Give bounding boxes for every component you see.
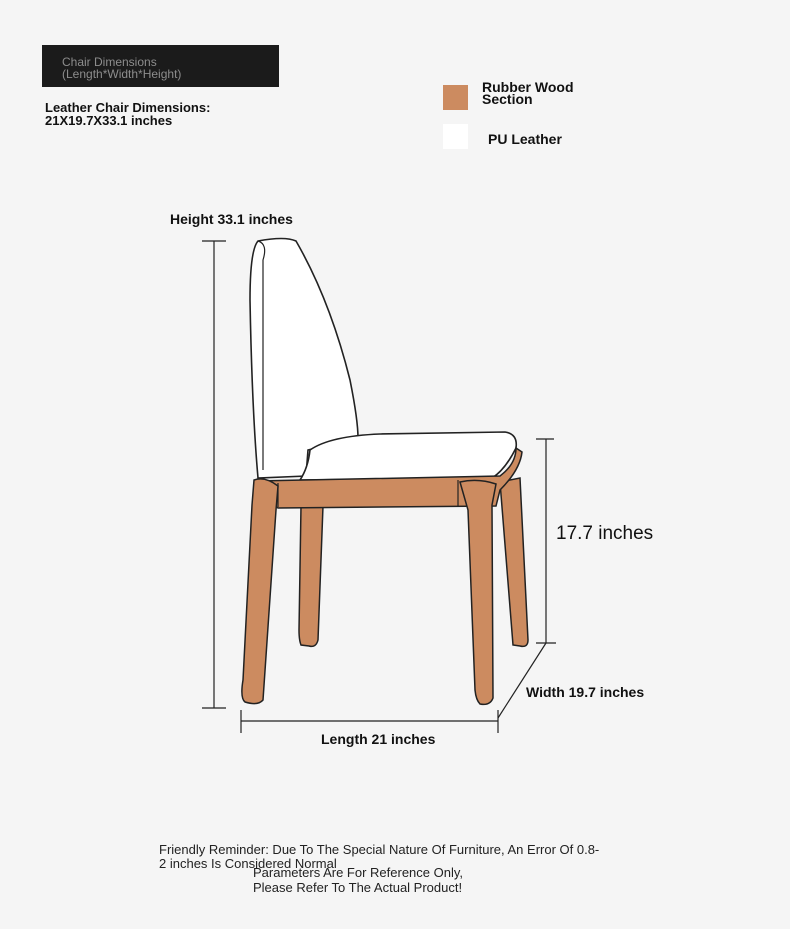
reference-line-2: Please Refer To The Actual Product! bbox=[253, 880, 463, 895]
dimensions-value: 21X19.7X33.1 inches bbox=[45, 113, 173, 128]
rubber-wood-legend-label: Rubber Wood Section bbox=[482, 79, 574, 107]
back-leg-front bbox=[242, 479, 278, 704]
length-dimension-line bbox=[241, 710, 498, 733]
length-label: Length 21 inches bbox=[321, 731, 436, 747]
height-label: Height 33.1 inches bbox=[170, 211, 293, 227]
width-label: Width 19.7 inches bbox=[526, 684, 645, 700]
seat-height-label: 17.7 inches bbox=[556, 523, 654, 544]
pu-leather-legend-label: PU Leather bbox=[488, 131, 562, 147]
title-line-1: Chair Dimensions bbox=[62, 55, 157, 69]
front-leg-front bbox=[460, 480, 496, 704]
seat-height-dimension-line bbox=[536, 439, 556, 643]
width-dimension-line bbox=[498, 643, 546, 718]
height-dimension-line bbox=[202, 241, 226, 708]
front-leg-rear bbox=[500, 478, 528, 646]
dimensions-label: Leather Chair Dimensions: bbox=[45, 100, 211, 115]
back-leg-rear bbox=[299, 506, 323, 646]
reference-line-1: Parameters Are For Reference Only, bbox=[253, 865, 464, 880]
title-line-2: (Length*Width*Height) bbox=[62, 67, 182, 81]
reminder-text: Friendly Reminder: Due To The Special Nature Of Furniture, An Error Of 0.8-2 inches Is Considered Normal bbox=[159, 842, 600, 871]
reference-note bbox=[253, 865, 463, 895]
